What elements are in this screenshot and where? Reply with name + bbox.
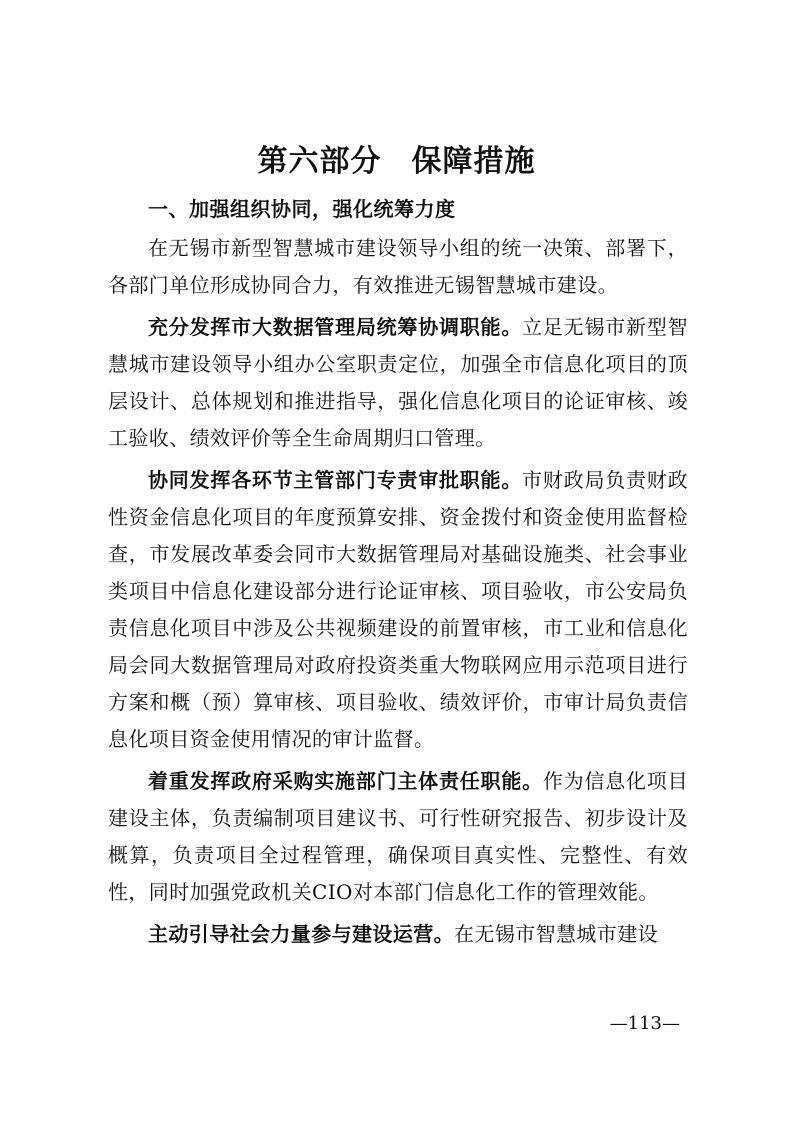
- paragraph-5-lead: 主动引导社会力量参与建设运营。: [148, 922, 454, 946]
- paragraph-3: [108, 462, 688, 758]
- paragraph-4-lead: 着重发挥政府采购实施部门主体责任职能。: [148, 769, 543, 793]
- section-heading: 一、加强组织协同，强化统筹力度: [148, 197, 456, 221]
- paragraph-4: [108, 763, 688, 911]
- paragraph-5-text: 在无锡市智慧城市建设: [454, 922, 658, 946]
- body-text: [108, 230, 688, 958]
- page-title: [0, 138, 793, 186]
- paragraph-1-text: 在无锡市新型智慧城市建设领导小组的统一决策、部署下，各部门单位形成协同合力，有效推进无锡智慧城市建设。: [108, 236, 688, 297]
- paragraph-2-text: 立足无锡市新型智慧城市建设领导小组办公室职责定位，加强全市信息化项目的顶层设计、总体规划和推进指导，强化信息化项目的论证审核、竣工验收、绩效评价等全生命周期归口管理。: [108, 315, 688, 450]
- paragraph-2: [108, 309, 688, 457]
- paragraph-3-text: 市财政局负责财政性资金信息化项目的年度预算安排、资金拨付和资金使用监督检查，市发展改革委会同市大数据管理局对基础设施类、社会事业类项目中信息化建设部分进行论证审核、项目验收，市公安局负责信息化项目中涉及公共视频建设的前置审核，市工业和信息化局会同大数据管理局对政府投资类重大物联网应用示范项目进行方案和概（预）算审核、项目验收、绩效评价，市审计局负责信息化项目资金使用情况的审计监督。: [108, 468, 688, 751]
- paragraph-2-lead: 充分发挥市大数据管理局统筹协调职能。: [148, 315, 523, 339]
- paragraph-5: [108, 916, 688, 953]
- paragraph-3-lead: 协同发挥各环节主管部门专责审批职能。: [148, 468, 523, 492]
- title-part: 第六部分: [257, 144, 382, 179]
- page-number: —113—: [609, 1013, 680, 1034]
- title-name: 保障措施: [411, 144, 536, 179]
- paragraph-1: [108, 230, 688, 304]
- paragraph-4-text: 作为信息化项目建设主体，负责编制项目建议书、可行性研究报告、初步设计及概算，负责项目全过程管理，确保项目真实性、完整性、有效性，同时加强党政机关CIO对本部门信息化工作的管理效能。: [108, 769, 688, 904]
